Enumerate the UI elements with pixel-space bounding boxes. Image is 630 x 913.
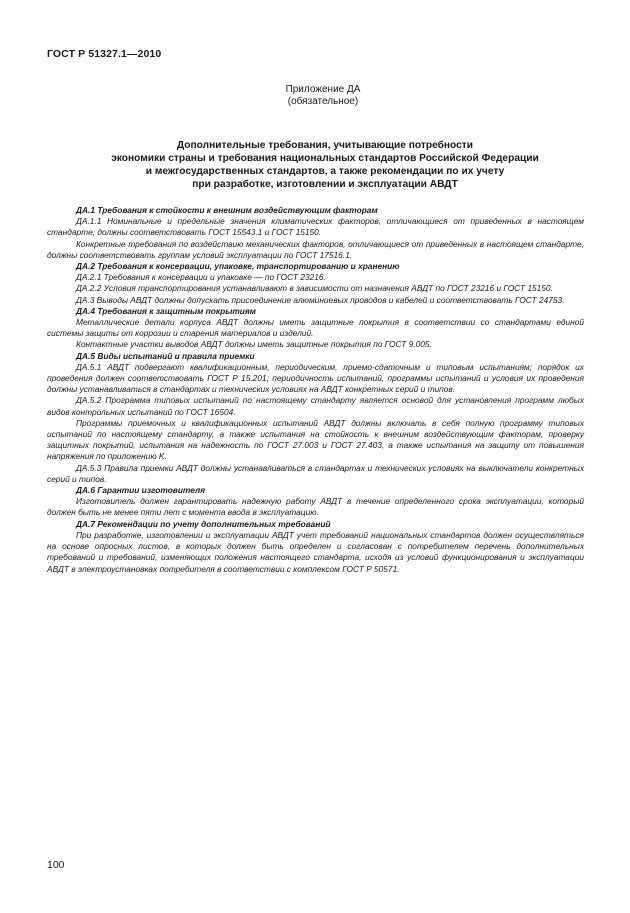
paragraph: Программы приемочных и квалификационных испытаний АВДТ должны включать в себя полную программу типовых испытаний по настоящему стандарту, а также испытания на стойкость к внешним воздействующим факторам, проверку защитных покрытий, испытания на надежность по ГОСТ 27.003 и ГОСТ 27.403, а также испытания на защиту от повышения напряжения по приложению K. [47, 417, 584, 462]
document-body [47, 205, 584, 575]
paragraph: ДА.2.1 Требования к консервации и упаковке — по ГОСТ 23216. [76, 272, 326, 283]
annex-title: Приложение ДА [285, 84, 361, 95]
section-heading: ДА.1 Требования к стойкости к внешним воздействующим факторам [76, 205, 378, 215]
section-heading: ДА.6 Гарантии изготовителя [76, 485, 206, 496]
paragraph: ДА.5.1 АВДТ подвергают квалификационным, периодическим, приемо-сдаточным и типовым испытаниям; порядок их проведения должен соответствовать ГОСТ Р 15.201; периодичность испытаний, программы испытаний и условия их проведения должны устанавливаться в стандартах и технических условиях на АВДТ конкретных серий и типов. [47, 361, 584, 395]
paragraph: При разработке, изготовлении и эксплуатации АВДТ учет требований национальных стандартов должен осуществляться на основе опросных листов, в которых должен быть определен и согласован с потребителем перечень дополнительных требований и требований, изменяющих положения настоящего стандарта, исходя из условий функционирования и эксплуатации АВДТ в электроустановках потребителя в соответствии с комплексом ГОСТ Р 50571. [47, 529, 584, 574]
annex-status: (обязательное) [287, 96, 359, 107]
paragraph: ДА.1.1 Номинальные и предельные значения климатических факторов, отличающиеся от приведенных в настоящем стандарте, должны соответствовать ГОСТ 15543.1 и ГОСТ 15150. [47, 216, 584, 238]
section-heading: ДА.2 Требования к консервации, упаковке, транспортированию и хранению [76, 261, 400, 272]
paragraph: ДА.5.3 Правила приемки АВДТ должны устанавливаться в стандартах и технических условиях на выключатели конкретных серий и типов. [47, 462, 584, 484]
heading-line: Дополнительные требования, учитывающие потребности [176, 140, 474, 151]
paragraph: Контактные участки выводов АВДТ должны иметь защитные покрытия по ГОСТ 9.005. [76, 339, 432, 350]
section-heading: ДА.5 Виды испытаний и правила приемки [76, 350, 255, 361]
heading-line: и межгосударственных стандартов, а также рекомендации по их учету [145, 166, 505, 177]
heading-line: при разработке, изготовлении и эксплуатации АВДТ [192, 179, 458, 190]
document-header: ГОСТ Р 51327.1—2010 [47, 48, 162, 60]
section-heading: ДА.4 Требования к защитным покрытиям [76, 305, 256, 316]
paragraph: Изготовитель должен гарантировать надежную работу АВДТ в течение определенного срока эксплуатации, который должен быть не менее пяти лет с момента ввода в эксплуатацию. [47, 496, 584, 518]
paragraph: ДА.3 Выводы АВДТ должны допускать присоединение алюминиевых проводов и кабелей и соответствовать ГОСТ 24753. [76, 294, 565, 305]
annex-heading [60, 139, 590, 191]
heading-line: экономики страны и требования национальных стандартов Российской Федерации [111, 153, 539, 164]
paragraph: ДА.2.2 Условия транспортирования устанавливают в зависимости от назначения АВДТ по ГОСТ 23216 и ГОСТ 15150. [76, 283, 553, 294]
paragraph: ДА.5.2 Программа типовых испытаний по настоящему стандарту является основой для установления программ любых видов контрольных испытаний по ГОСТ 16504. [47, 395, 584, 417]
page-number: 100 [47, 859, 65, 871]
section-heading: ДА.7 Рекомендации по учету дополнительных требований [76, 518, 331, 529]
paragraph: Конкретные требования по воздействию механических факторов, отличающиеся от приведенных в настоящем стандарте, должны соответствовать группам условий эксплуатации по ГОСТ 17516.1. [47, 238, 584, 260]
paragraph: Металлические детали корпуса АВДТ должны иметь защитные покрытия в соответствии со стандартами единой системы защиты от коррозии и старения материалов и изделий. [47, 317, 584, 339]
